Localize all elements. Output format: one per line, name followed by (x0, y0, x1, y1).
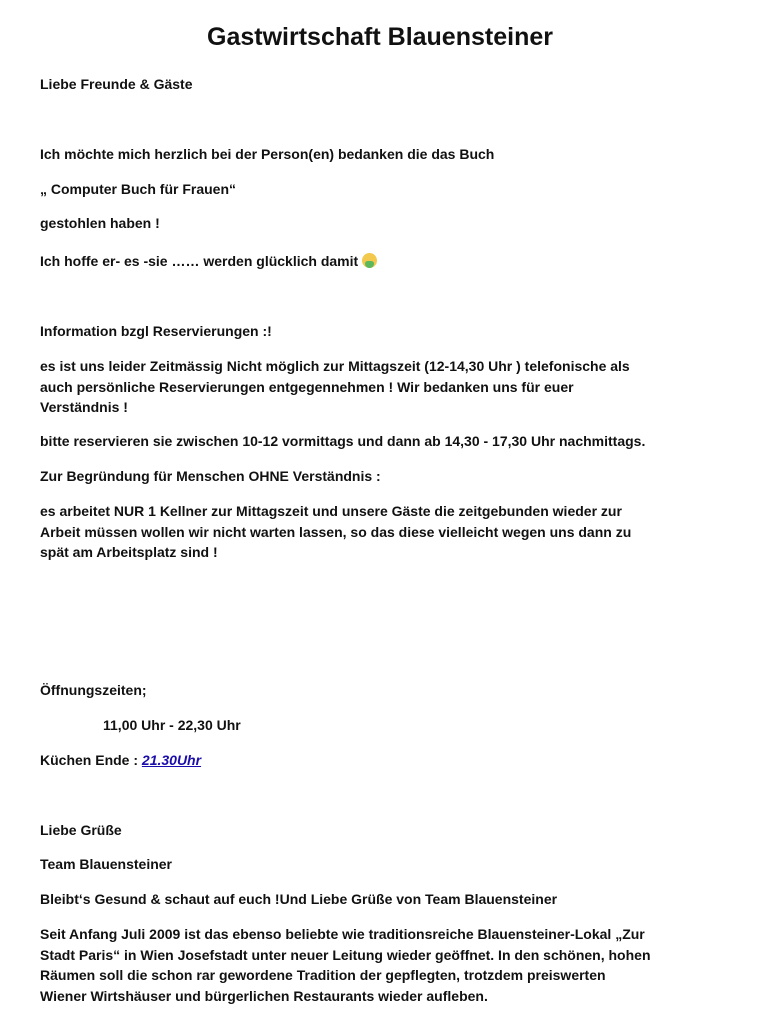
nauseated-face-icon (362, 253, 377, 268)
hope-line (40, 251, 377, 272)
reason-text (40, 501, 631, 563)
history-line: Stadt Paris“ in Wien Josefstadt unter neuer Leitung wieder geöffnet. In den schönen, hohen (40, 946, 651, 963)
regards: Liebe Grüße (40, 822, 122, 838)
hours-heading: Öffnungszeiten; (40, 682, 147, 698)
reason-line: es arbeitet NUR 1 Kellner zur Mittagszeit und unsere Gäste die zeitgebunden wieder zur (40, 503, 622, 519)
reason-heading: Zur Begründung für Menschen OHNE Verständnis : (40, 468, 381, 484)
kitchen-end (40, 750, 201, 771)
opening-hours: 11,00 Uhr - 22,30 Uhr (103, 717, 241, 733)
kitchen-label: Küchen Ende : (40, 752, 142, 768)
kitchen-end-link[interactable]: 21.30Uhr (141, 752, 202, 768)
reason-line: Arbeit müssen wollen wir nicht warten lassen, so das diese vielleicht wegen uns dann zu (40, 523, 632, 540)
thanks-line: Ich möchte mich herzlich bei der Person(en) bedanken die das Buch (40, 146, 495, 162)
greeting: Liebe Freunde & Gäste (40, 76, 193, 92)
reservation-heading: Information bzgl Reservierungen :! (40, 323, 272, 339)
hope-text: Ich hoffe er- es -sie …… werden glücklich damit (40, 253, 359, 269)
history-text (40, 924, 651, 1006)
team-signature: Team Blauensteiner (40, 856, 173, 872)
reservation-line: es ist uns leider Zeitmässig Nicht möglich zur Mittagszeit (12-14,30 Uhr ) telefonische als (40, 358, 630, 374)
history-line: Wiener Wirtshäuser und bürgerlichen Restaurants wieder aufleben. (40, 987, 488, 1004)
reservation-times: bitte reservieren sie zwischen 10-12 vormittags und dann ab 14,30 - 17,30 Uhr nachmittags. (40, 433, 646, 449)
history-line: Räumen soll die schon rar gewordene Tradition der gepflegten, trotzdem preiswerten (40, 967, 606, 983)
reservation-line: auch persönliche Reservierungen entgegennehmen ! Wir bedanken uns für euer (40, 378, 574, 395)
page-title: Gastwirtschaft Blauensteiner (207, 23, 553, 51)
reservation-text (40, 356, 630, 418)
reason-line: spät am Arbeitsplatz sind ! (40, 544, 218, 560)
reservation-line: Verständnis ! (40, 399, 128, 415)
book-title: „ Computer Buch für Frauen“ (40, 181, 237, 197)
history-line: Seit Anfang Juli 2009 ist das ebenso beliebte wie traditionsreiche Blauensteiner-Lokal „Zur (40, 926, 645, 942)
stay-healthy: Bleibt‘s Gesund & schaut auf euch !Und Liebe Grüße von Team Blauensteiner (40, 891, 558, 907)
stolen-line: gestohlen haben ! (40, 215, 160, 231)
